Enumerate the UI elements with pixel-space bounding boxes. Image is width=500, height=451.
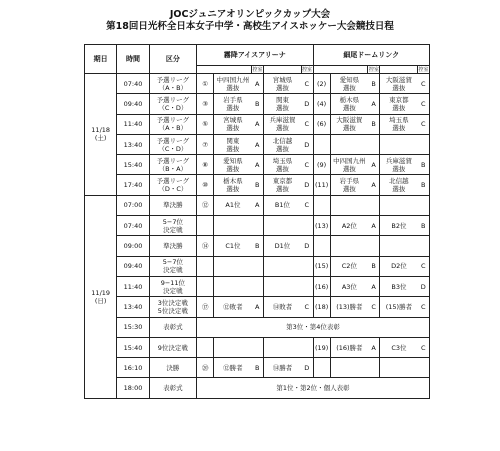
schedule-row bbox=[85, 114, 430, 134]
category-cell: 予選リーグ （A・B） bbox=[149, 74, 196, 94]
home-locker: A bbox=[252, 114, 264, 134]
away-team: ⑭勝者 bbox=[263, 358, 301, 378]
away-locker bbox=[418, 195, 430, 215]
away-locker: C bbox=[301, 114, 313, 134]
away-team: C3位 bbox=[380, 337, 418, 357]
home-team: C1位 bbox=[214, 236, 252, 256]
category-cell: 予選リーグ （D・C） bbox=[149, 175, 196, 195]
category-cell: 5−7位 決定戦 bbox=[149, 256, 196, 276]
home-team bbox=[330, 134, 368, 154]
time-cell: 07:00 bbox=[117, 195, 149, 215]
game-number: ⑰ bbox=[197, 297, 214, 317]
away-locker: D bbox=[301, 94, 313, 114]
home-team: 岩手県 選抜 bbox=[330, 175, 368, 195]
away-locker: D bbox=[418, 276, 430, 296]
away-locker: B bbox=[418, 175, 430, 195]
game-number bbox=[197, 216, 214, 236]
away-locker: B bbox=[418, 216, 430, 236]
game-number bbox=[313, 236, 330, 256]
home-team bbox=[330, 358, 368, 378]
home-team bbox=[330, 195, 368, 215]
home-locker: A bbox=[252, 195, 264, 215]
game-number: ⑭ bbox=[197, 236, 214, 256]
game-number: (6) bbox=[313, 114, 330, 134]
away-locker: C bbox=[301, 74, 313, 94]
away-team bbox=[263, 337, 301, 357]
time-cell: 13:40 bbox=[117, 134, 149, 154]
away-team bbox=[380, 195, 418, 215]
ceremony-cell: 第3位・第4位表彰 bbox=[197, 317, 430, 337]
away-locker: C bbox=[418, 114, 430, 134]
home-team bbox=[214, 216, 252, 236]
home-locker: B bbox=[368, 256, 380, 276]
home-team: 岩手県 選抜 bbox=[214, 94, 252, 114]
title-block bbox=[0, 0, 500, 33]
home-team bbox=[214, 276, 252, 296]
home-locker bbox=[368, 236, 380, 256]
home-team: C2位 bbox=[330, 256, 368, 276]
home-team bbox=[214, 337, 252, 357]
category-cell: 3位決定戦 5位決定戦 bbox=[149, 297, 196, 317]
home-team: (13)勝者 bbox=[330, 297, 368, 317]
home-locker: A bbox=[368, 94, 380, 114]
away-locker: C bbox=[418, 337, 430, 357]
category-cell: 準決勝 bbox=[149, 195, 196, 215]
category-cell: 準決勝 bbox=[149, 236, 196, 256]
away-locker: C bbox=[418, 297, 430, 317]
game-number: (4) bbox=[313, 94, 330, 114]
home-team: (16)勝者 bbox=[330, 337, 368, 357]
away-team: 東京都 選抜 bbox=[380, 94, 418, 114]
schedule-table bbox=[84, 44, 430, 399]
time-cell: 17:40 bbox=[117, 175, 149, 195]
away-locker bbox=[301, 276, 313, 296]
date-cell: 11/18 (土) bbox=[85, 74, 117, 196]
category-cell: 9−11位 決定戦 bbox=[149, 276, 196, 296]
header-venue1: 霧降アイスアリーナ bbox=[197, 45, 313, 66]
home-team: 愛知県 選抜 bbox=[330, 74, 368, 94]
home-locker: B bbox=[252, 175, 264, 195]
home-team: 栃木県 選抜 bbox=[214, 175, 252, 195]
away-locker: C bbox=[418, 74, 430, 94]
category-cell: 決勝 bbox=[149, 358, 196, 378]
home-locker: B bbox=[252, 94, 264, 114]
category-cell: 表彰式 bbox=[149, 317, 196, 337]
home-team bbox=[214, 256, 252, 276]
home-team: 中四国九州 選抜 bbox=[214, 74, 252, 94]
category-cell: 表彰式 bbox=[149, 378, 196, 398]
game-number bbox=[197, 276, 214, 296]
away-team: B3位 bbox=[380, 276, 418, 296]
time-cell: 11:40 bbox=[117, 276, 149, 296]
game-number: (15) bbox=[313, 256, 330, 276]
game-number: ⑦ bbox=[197, 134, 214, 154]
schedule-row bbox=[85, 358, 430, 378]
away-locker: D bbox=[301, 134, 313, 154]
home-locker bbox=[252, 256, 264, 276]
home-locker: A bbox=[368, 175, 380, 195]
home-locker bbox=[252, 276, 264, 296]
home-team: 中四国九州 選抜 bbox=[330, 155, 368, 175]
away-locker bbox=[418, 134, 430, 154]
away-team: 兵庫滋賀 選抜 bbox=[380, 155, 418, 175]
game-number: (9) bbox=[313, 155, 330, 175]
away-team bbox=[263, 276, 301, 296]
away-locker bbox=[301, 256, 313, 276]
category-cell: 予選リーグ （C・D） bbox=[149, 94, 196, 114]
home-locker: A bbox=[368, 216, 380, 236]
home-locker: B bbox=[252, 236, 264, 256]
home-team: ⑫敗者 bbox=[214, 297, 252, 317]
title-line1: JOCジュニアオリンピックカップ大会 bbox=[169, 9, 331, 20]
ceremony-cell: 第1位・第2位・個人表彰 bbox=[197, 378, 430, 398]
schedule-row bbox=[85, 94, 430, 114]
time-cell: 15:40 bbox=[117, 337, 149, 357]
time-cell: 07:40 bbox=[117, 74, 149, 94]
game-number: ⑳ bbox=[197, 358, 214, 378]
schedule-row bbox=[85, 337, 430, 357]
away-locker: C bbox=[301, 155, 313, 175]
away-locker: C bbox=[301, 195, 313, 215]
home-locker bbox=[368, 134, 380, 154]
game-number: (11) bbox=[313, 175, 330, 195]
away-team: 埼玉県 選抜 bbox=[380, 114, 418, 134]
away-locker: D bbox=[301, 358, 313, 378]
time-cell: 07:40 bbox=[117, 216, 149, 236]
home-team: 愛知県 選抜 bbox=[214, 155, 252, 175]
schedule-row bbox=[85, 134, 430, 154]
category-cell: 予選リーグ （B・A） bbox=[149, 155, 196, 175]
away-team: (15)勝者 bbox=[380, 297, 418, 317]
away-team: B2位 bbox=[380, 216, 418, 236]
away-team: B1位 bbox=[263, 195, 301, 215]
schedule-row bbox=[85, 297, 430, 317]
game-number: (16) bbox=[313, 276, 330, 296]
away-team: D2位 bbox=[380, 256, 418, 276]
home-locker bbox=[252, 216, 264, 236]
home-locker: A bbox=[252, 134, 264, 154]
schedule-row bbox=[85, 74, 430, 94]
home-team: ⑫勝者 bbox=[214, 358, 252, 378]
game-number bbox=[313, 195, 330, 215]
schedule-row bbox=[85, 216, 430, 236]
time-cell: 16:10 bbox=[117, 358, 149, 378]
away-locker: C bbox=[418, 94, 430, 114]
game-number: (2) bbox=[313, 74, 330, 94]
locker-header: 控室 bbox=[302, 66, 313, 73]
schedule-row bbox=[85, 256, 430, 276]
category-cell: 予選リーグ （C・D） bbox=[149, 134, 196, 154]
schedule-row bbox=[85, 378, 430, 398]
home-locker: A bbox=[368, 337, 380, 357]
time-cell: 09:40 bbox=[117, 94, 149, 114]
schedule-row bbox=[85, 236, 430, 256]
home-locker bbox=[368, 358, 380, 378]
game-number: ⑤ bbox=[197, 114, 214, 134]
header-category: 区分 bbox=[149, 45, 196, 74]
away-team bbox=[380, 358, 418, 378]
time-cell: 09:00 bbox=[117, 236, 149, 256]
home-locker: B bbox=[368, 74, 380, 94]
schedule-row bbox=[85, 317, 430, 337]
away-locker: D bbox=[301, 236, 313, 256]
away-team: ⑭敗者 bbox=[263, 297, 301, 317]
away-team bbox=[263, 216, 301, 236]
away-locker bbox=[418, 358, 430, 378]
home-locker: A bbox=[368, 276, 380, 296]
schedule-row bbox=[85, 155, 430, 175]
away-locker: D bbox=[301, 175, 313, 195]
time-cell: 11:40 bbox=[117, 114, 149, 134]
away-locker: B bbox=[418, 155, 430, 175]
game-number: ⑧ bbox=[197, 155, 214, 175]
game-number: ⑫ bbox=[197, 195, 214, 215]
away-team: 大阪滋賀 選抜 bbox=[380, 74, 418, 94]
home-team: 関東 選抜 bbox=[214, 134, 252, 154]
date-cell: 11/19 (日) bbox=[85, 195, 117, 398]
home-locker: B bbox=[368, 114, 380, 134]
away-locker: C bbox=[301, 297, 313, 317]
schedule-row bbox=[85, 175, 430, 195]
time-cell: 15:30 bbox=[117, 317, 149, 337]
home-locker: A bbox=[252, 155, 264, 175]
locker-header: 控室 bbox=[368, 66, 379, 73]
category-cell: 9位決定戦 bbox=[149, 337, 196, 357]
away-team: 埼玉県 選抜 bbox=[263, 155, 301, 175]
game-number: (18) bbox=[313, 297, 330, 317]
home-locker: A bbox=[252, 74, 264, 94]
away-team: 宮城県 選抜 bbox=[263, 74, 301, 94]
away-locker bbox=[301, 337, 313, 357]
away-team bbox=[263, 256, 301, 276]
locker-header: 控室 bbox=[418, 66, 429, 73]
away-team: D1位 bbox=[263, 236, 301, 256]
game-number bbox=[197, 337, 214, 357]
home-locker: C bbox=[368, 297, 380, 317]
time-cell: 13:40 bbox=[117, 297, 149, 317]
game-number: ③ bbox=[197, 94, 214, 114]
game-number bbox=[313, 358, 330, 378]
time-cell: 18:00 bbox=[117, 378, 149, 398]
away-locker: C bbox=[418, 256, 430, 276]
game-number: (19) bbox=[313, 337, 330, 357]
away-team: 兵庫滋賀 選抜 bbox=[263, 114, 301, 134]
home-locker: A bbox=[368, 155, 380, 175]
home-locker bbox=[252, 337, 264, 357]
time-cell: 09:40 bbox=[117, 256, 149, 276]
home-team: 栃木県 選抜 bbox=[330, 94, 368, 114]
category-cell: 5−7位 決定戦 bbox=[149, 216, 196, 236]
game-number: ⑩ bbox=[197, 175, 214, 195]
away-team: 北信越 選抜 bbox=[263, 134, 301, 154]
schedule-row bbox=[85, 195, 430, 215]
away-team bbox=[380, 134, 418, 154]
schedule-row bbox=[85, 276, 430, 296]
header-time: 時間 bbox=[117, 45, 149, 74]
home-team: A3位 bbox=[330, 276, 368, 296]
home-team: 大阪滋賀 選抜 bbox=[330, 114, 368, 134]
game-number: ① bbox=[197, 74, 214, 94]
home-team bbox=[330, 236, 368, 256]
away-team: 関東 選抜 bbox=[263, 94, 301, 114]
game-number bbox=[313, 134, 330, 154]
header-day: 期日 bbox=[85, 45, 117, 74]
game-number: (13) bbox=[313, 216, 330, 236]
away-team bbox=[380, 236, 418, 256]
away-locker bbox=[301, 216, 313, 236]
game-number bbox=[197, 256, 214, 276]
category-cell: 予選リーグ （A・B） bbox=[149, 114, 196, 134]
header-row bbox=[85, 45, 430, 66]
home-team: A1位 bbox=[214, 195, 252, 215]
home-locker: B bbox=[252, 358, 264, 378]
away-locker bbox=[418, 236, 430, 256]
header-venue2: 細尾ドームリンク bbox=[313, 45, 429, 66]
locker-header: 控室 bbox=[252, 66, 263, 73]
away-team: 東京都 選抜 bbox=[263, 175, 301, 195]
home-locker: A bbox=[252, 297, 264, 317]
home-team: A2位 bbox=[330, 216, 368, 236]
time-cell: 15:40 bbox=[117, 155, 149, 175]
home-locker bbox=[368, 195, 380, 215]
home-team: 宮城県 選抜 bbox=[214, 114, 252, 134]
away-team: 北信越 選抜 bbox=[380, 175, 418, 195]
title-line2: 第18回日光杯全日本女子中学・高校生アイスホッケー大会競技日程 bbox=[106, 21, 394, 32]
